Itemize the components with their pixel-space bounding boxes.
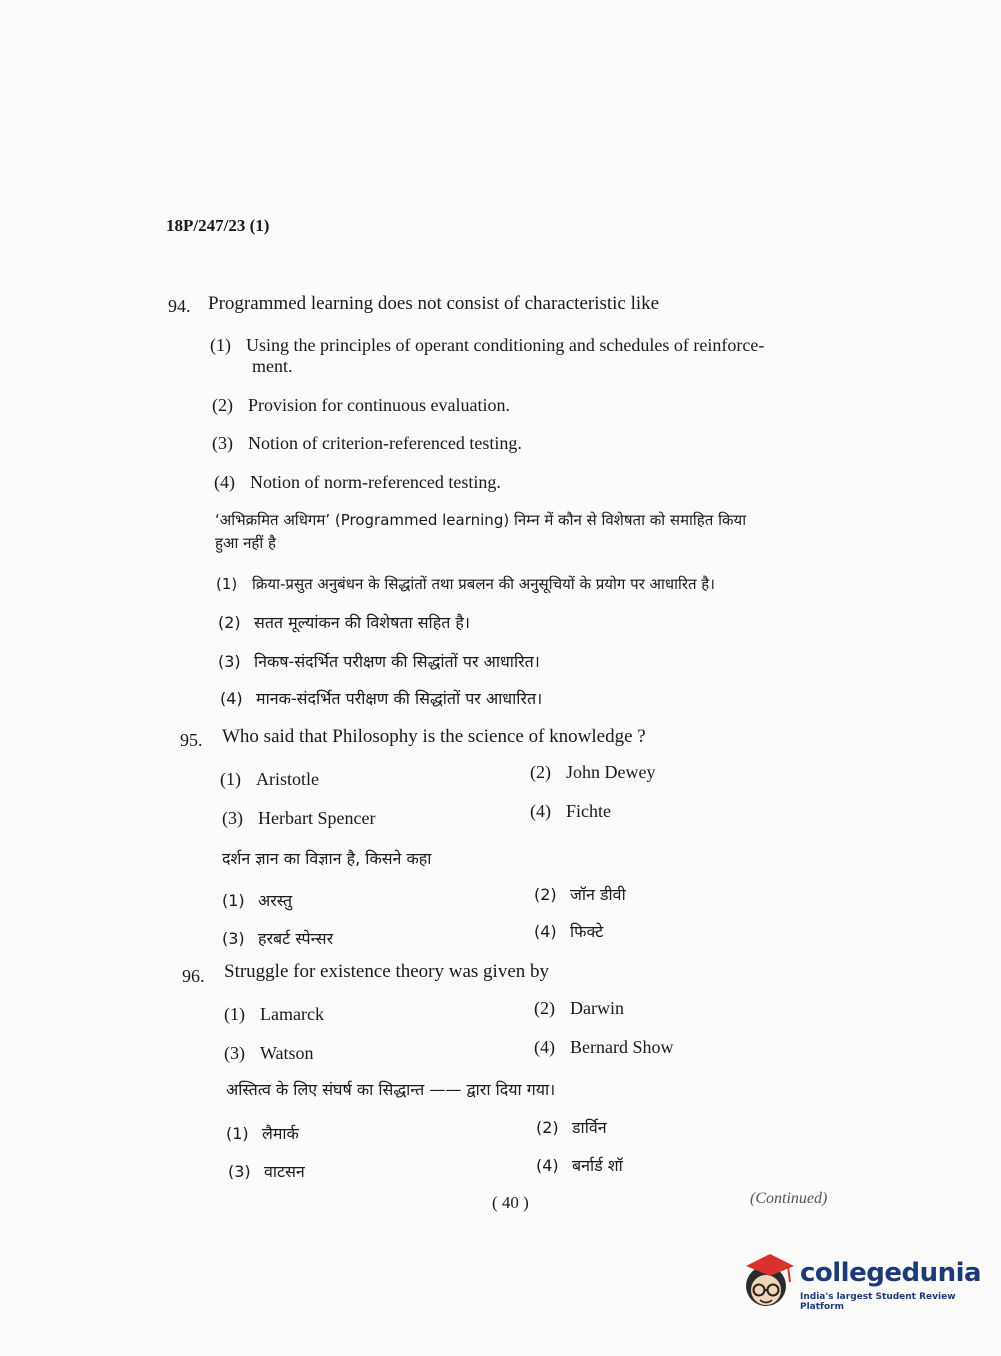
option-hi-1 (226, 1122, 299, 1144)
option-en-1 (220, 769, 319, 790)
question-text-en: Struggle for existence theory was given by (224, 961, 550, 982)
option-number: (2) (212, 395, 233, 415)
option-number: (4) (536, 1156, 559, 1175)
option-number: (1) (216, 575, 238, 593)
option-number: (1) (210, 335, 231, 355)
option-text: फिक्टे (570, 922, 604, 941)
option-number: (3) (222, 808, 243, 828)
option-text: Darwin (570, 998, 624, 1018)
option-number: (1) (224, 1004, 245, 1024)
option-text: Lamarck (260, 1004, 324, 1024)
option-hi-3 (218, 650, 540, 672)
option-number: (4) (534, 922, 557, 941)
option-number: (4) (534, 1037, 555, 1057)
option-number: (3) (218, 652, 241, 671)
option-text: Notion of norm-referenced testing. (250, 472, 501, 492)
option-en-3 (222, 808, 375, 829)
paper-code: 18P/247/23 (1) (166, 216, 270, 235)
question-text-en: Programmed learning does not consist of characteristic like (208, 293, 660, 314)
option-text: Provision for continuous evaluation. (248, 395, 510, 415)
option-en-1-cont: ment. (252, 356, 293, 376)
option-hi-1 (216, 574, 715, 594)
option-en-2 (534, 998, 624, 1019)
page-number: ( 40 ) (492, 1193, 529, 1212)
option-text: बर्नार्ड शॉ (572, 1156, 623, 1175)
option-hi-1 (222, 889, 292, 911)
option-text: जॉन डीवी (570, 885, 626, 904)
question-text-hi: ‘अभिक्रमित अधिगम’ (Programmed learning) निम्न में कौन से विशेषता को समाहित किया (215, 511, 747, 529)
mascot-icon (742, 1252, 798, 1312)
option-text: अरस्तु (258, 891, 293, 910)
option-number: (1) (220, 769, 241, 789)
option-text: Using the principles of operant conditioning and schedules of reinforce- (246, 335, 765, 355)
option-number: (2) (534, 885, 557, 904)
option-en-2 (530, 762, 655, 783)
question-number: 94. (168, 296, 191, 316)
option-text: सतत मूल्यांकन की विशेषता सहित है। (254, 613, 470, 632)
option-en-3 (224, 1043, 314, 1064)
option-text: मानक-संदर्भित परीक्षण की सिद्धांतों पर आधारित। (256, 689, 543, 708)
question-text-hi: अस्तित्व के लिए संघर्ष का सिद्धान्त —— द्वारा दिया गया। (226, 1080, 556, 1099)
option-number: (1) (222, 891, 245, 910)
option-text: John Dewey (566, 762, 656, 782)
option-number: (4) (214, 472, 235, 492)
option-number: (3) (222, 929, 245, 948)
logo-wordmark: collegedunia (800, 1258, 982, 1288)
option-hi-2 (534, 883, 626, 905)
question-text-hi: दर्शन ज्ञान का विज्ञान है, किसने कहा (222, 849, 432, 868)
option-en-4 (214, 472, 501, 493)
option-text: Fichte (566, 801, 611, 821)
option-text: लैमार्क (262, 1124, 299, 1143)
option-number: (3) (228, 1162, 251, 1181)
option-number: (4) (220, 689, 243, 708)
option-text: निकष-संदर्भित परीक्षण की सिद्धांतों पर आधारित। (254, 652, 540, 671)
option-hi-4 (534, 920, 603, 942)
option-text: हरबर्ट स्पेन्सर (258, 929, 334, 948)
option-en-4 (534, 1037, 673, 1058)
option-number: (2) (530, 762, 551, 782)
question-number: 96. (182, 966, 205, 986)
option-hi-2 (218, 611, 470, 633)
option-text: वाटसन (264, 1162, 305, 1181)
option-text: Herbart Spencer (258, 808, 376, 828)
option-text: Watson (260, 1043, 314, 1063)
option-hi-3 (228, 1160, 305, 1182)
option-en-4 (530, 801, 611, 822)
option-en-3 (212, 433, 522, 454)
option-number: (3) (224, 1043, 245, 1063)
option-text: Notion of criterion-referenced testing. (248, 433, 522, 453)
option-number: (2) (218, 613, 241, 632)
continued-label: (Continued) (750, 1190, 828, 1207)
question-text-hi-cont: हुआ नहीं है (215, 534, 276, 552)
option-number: (3) (212, 433, 233, 453)
option-hi-4 (220, 687, 542, 709)
option-en-1 (224, 1004, 324, 1025)
collegedunia-logo (742, 1252, 982, 1312)
logo-tagline: India's largest Student Review Platform (800, 1292, 956, 1312)
option-text: डार्विन (572, 1118, 607, 1137)
option-text: Bernard Show (570, 1037, 674, 1057)
option-text: Aristotle (256, 769, 319, 789)
option-hi-2 (536, 1116, 607, 1138)
question-number: 95. (180, 730, 203, 750)
option-number: (1) (226, 1124, 249, 1143)
option-number: (2) (536, 1118, 559, 1137)
option-en-2 (212, 395, 510, 416)
option-number: (2) (534, 998, 555, 1018)
option-number: (4) (530, 801, 551, 821)
option-en-1 (210, 335, 764, 356)
option-hi-3 (222, 927, 333, 949)
option-hi-4 (536, 1154, 623, 1176)
question-text-en: Who said that Philosophy is the science of knowledge ? (222, 726, 646, 747)
option-text: क्रिया-प्रसुत अनुबंधन के सिद्धांतों तथा प्रबलन की अनुसूचियों के प्रयोग पर आधारित है। (252, 575, 715, 593)
